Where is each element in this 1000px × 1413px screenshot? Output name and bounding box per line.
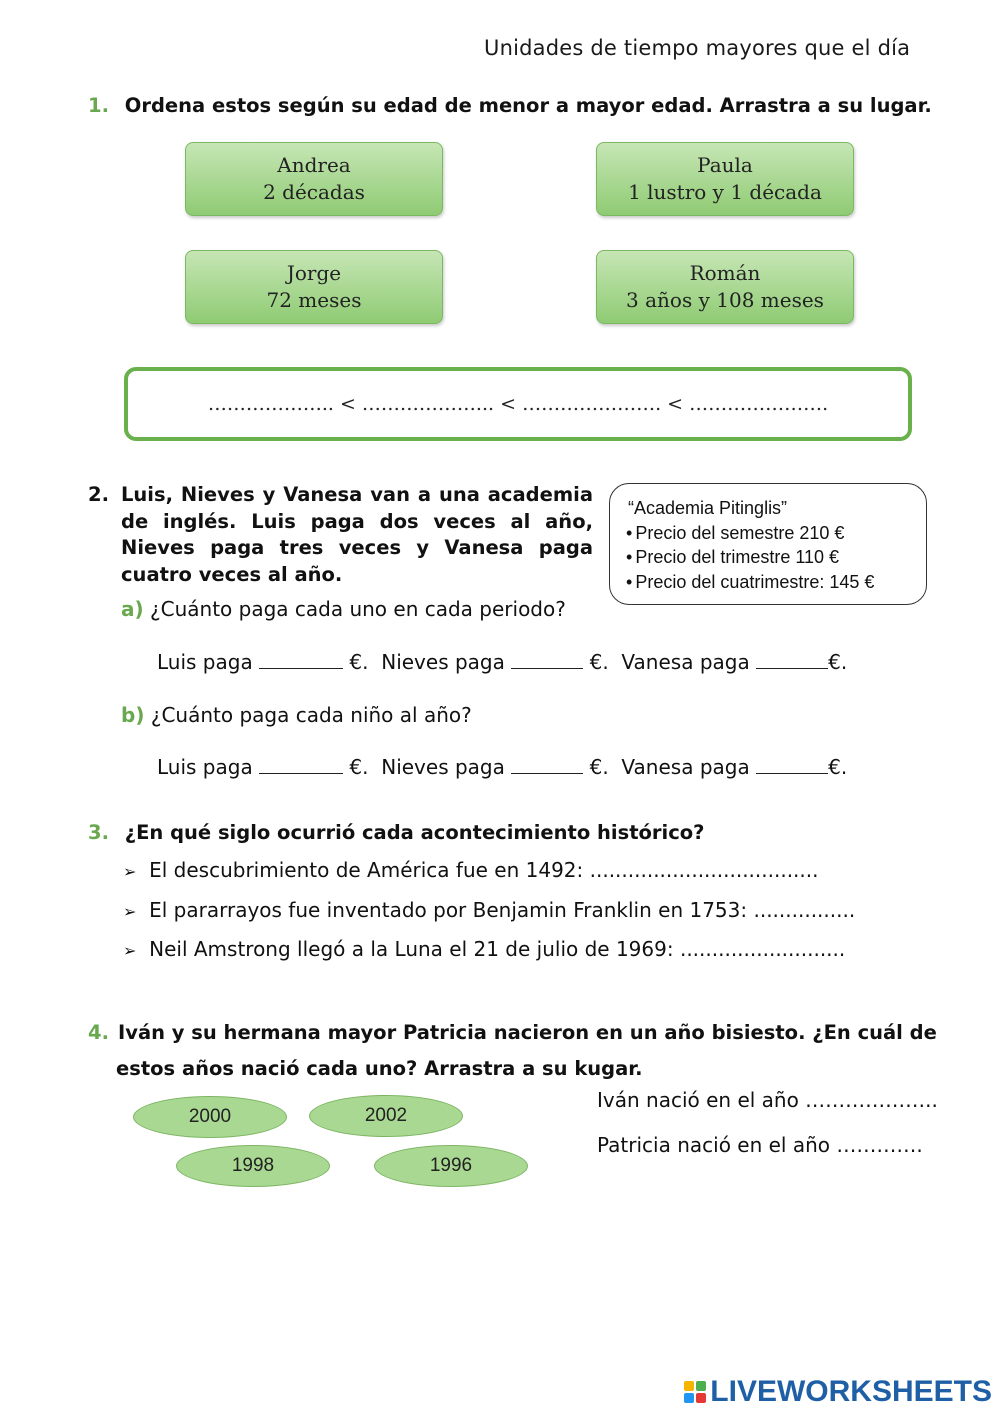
card-name: Paula	[697, 153, 753, 177]
drag-year-2002[interactable]: 2002	[309, 1095, 463, 1137]
question-3-number: 3.	[88, 821, 109, 844]
history-item-moon	[123, 937, 845, 961]
patricia-drop-line[interactable]: Patricia nació en el año ………….	[597, 1133, 923, 1157]
vanesa-label: Vanesa paga	[621, 755, 750, 779]
academy-price-box	[609, 483, 927, 605]
luis-label: Luis paga	[157, 755, 253, 779]
drop-slot-4[interactable]: ………………….	[689, 393, 829, 415]
ivan-drop-line[interactable]: Iván nació en el año ………………..	[597, 1088, 938, 1112]
drag-year-1998[interactable]: 1998	[176, 1145, 330, 1187]
sub-text-a: ¿Cuánto paga cada uno en cada periodo?	[150, 597, 566, 621]
arrow-bullet-icon: ➢	[123, 862, 137, 881]
sub-label-a: a)	[121, 597, 144, 621]
logo-text: LIVEWORKSHEETS	[710, 1375, 992, 1408]
drag-card-andrea[interactable]	[185, 142, 443, 216]
question-1-number: 1.	[88, 94, 109, 117]
question-2-text: Luis, Nieves y Vanesa van a una academia de inglés. Luis paga dos veces al año, Nieves paga tres veces y Vanesa paga cuatro veces al año.	[121, 483, 593, 586]
drag-card-jorge[interactable]	[185, 250, 443, 324]
question-1-text: Ordena estos según su edad de menor a mayor edad. Arrastra a su lugar.	[124, 94, 932, 117]
drag-year-1996[interactable]: 1996	[374, 1145, 528, 1187]
question-4-text-line2: estos años nació cada uno? Arrastra a su kugar.	[116, 1057, 643, 1080]
vanesa-year-input[interactable]	[756, 755, 828, 774]
page-title: Unidades de tiempo mayores que el día	[484, 36, 911, 60]
drag-card-paula[interactable]	[596, 142, 854, 216]
luis-label: Luis paga	[157, 650, 253, 674]
price-trimester: • Precio del trimestre 110 €	[628, 545, 926, 570]
drop-slot-2[interactable]: ………………...	[361, 393, 495, 415]
euro-label: €.	[349, 755, 369, 779]
nieves-year-input[interactable]	[511, 755, 583, 774]
card-age: 2 décadas	[263, 180, 365, 204]
euro-label: €.	[828, 755, 848, 779]
history-item-text[interactable]: El descubrimiento de América fue en 1492: ....................................	[149, 858, 819, 882]
euro-label: €.	[589, 650, 609, 674]
drop-slot-3[interactable]: ………………….	[522, 393, 662, 415]
euro-label: €.	[589, 755, 609, 779]
euro-label: €.	[828, 650, 848, 674]
card-name: Jorge	[286, 261, 342, 285]
arrow-bullet-icon: ➢	[123, 941, 137, 960]
academy-title: “Academia Pitinglis”	[628, 498, 788, 518]
nieves-label: Nieves paga	[381, 650, 505, 674]
less-than-sign: <	[339, 393, 356, 415]
history-item-franklin	[123, 898, 855, 922]
nieves-period-input[interactable]	[511, 650, 583, 669]
question-4-number: 4.	[88, 1021, 109, 1044]
euro-label: €.	[349, 650, 369, 674]
question-2b	[121, 702, 472, 728]
card-age: 1 lustro y 1 década	[628, 180, 822, 204]
answer-line-b	[157, 755, 847, 779]
nieves-label: Nieves paga	[381, 755, 505, 779]
card-name: Román	[689, 261, 761, 285]
question-3-text: ¿En qué siglo ocurrió cada acontecimiento histórico?	[124, 821, 705, 844]
arrow-bullet-icon: ➢	[123, 902, 137, 921]
liveworksheets-logo-icon	[684, 1381, 706, 1403]
card-name: Andrea	[277, 153, 351, 177]
vanesa-period-input[interactable]	[756, 650, 828, 669]
question-2-number: 2.	[88, 483, 109, 506]
less-than-sign: <	[500, 393, 517, 415]
answer-line-a	[157, 650, 847, 674]
luis-period-input[interactable]	[259, 650, 343, 669]
price-cuatrimester: • Precio del cuatrimestre: 145 €	[628, 570, 926, 595]
price-semester: • Precio del semestre 210 €	[628, 521, 926, 546]
drag-card-roman[interactable]	[596, 250, 854, 324]
question-3	[88, 820, 705, 846]
order-drop-area	[124, 367, 912, 441]
vanesa-label: Vanesa paga	[621, 650, 750, 674]
history-item-america	[123, 858, 819, 882]
luis-year-input[interactable]	[259, 755, 343, 774]
liveworksheets-logo	[684, 1375, 992, 1409]
question-4	[88, 1015, 937, 1087]
history-item-text[interactable]: El pararrayos fue inventado por Benjamin Franklin en 1753: ................	[149, 898, 856, 922]
history-item-text[interactable]: Neil Amstrong llegó a la Luna el 21 de julio de 1969: ..........................	[149, 937, 846, 961]
card-age: 72 meses	[266, 288, 362, 312]
drag-year-2000[interactable]: 2000	[133, 1096, 287, 1138]
drop-slot-1[interactable]: ………………..	[207, 393, 334, 415]
less-than-sign: <	[667, 393, 684, 415]
card-age: 3 años y 108 meses	[626, 288, 824, 312]
sub-text-b: ¿Cuánto paga cada niño al año?	[150, 703, 472, 727]
sub-label-b: b)	[121, 703, 145, 727]
question-4-text-line1: Iván y su hermana mayor Patricia nacieron en un año bisiesto. ¿En cuál de	[117, 1021, 937, 1044]
question-1	[88, 93, 932, 119]
question-2a	[121, 596, 566, 622]
